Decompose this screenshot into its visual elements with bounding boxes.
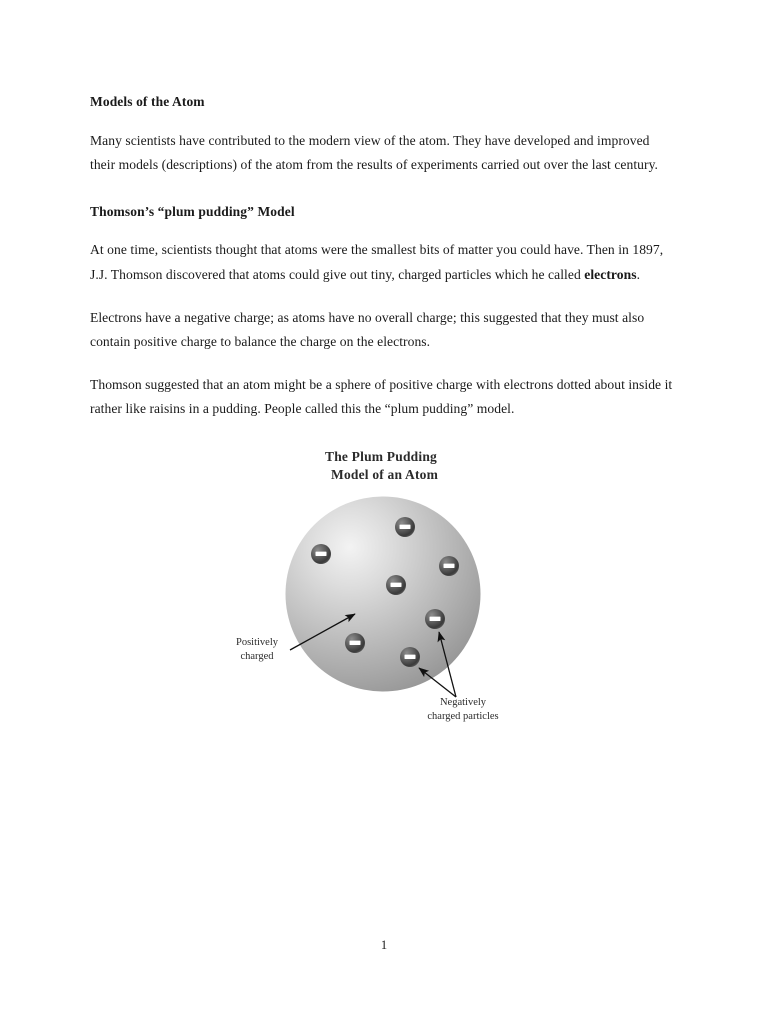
figure-title-line-1: The Plum Pudding [325,449,437,464]
page-number: 1 [380,938,388,952]
electron [439,556,459,576]
paragraph-thomson-text-tail: . [636,266,641,282]
label-negatively-charged-line-2: charged particles [427,710,499,722]
label-negatively-charged-line-1: Negatively [439,697,487,708]
bold-term-electrons: electrons [584,266,637,282]
label-positively-charged-line-2: charged [240,650,274,662]
electron [311,544,331,564]
paragraph-thomson-text-lead: At one time, scientists thought that atoms were the smallest bits of matter you could have. Then in 1897, J.J. Thomson discovered that atoms could give out tiny, charged particles which he called [90,242,664,282]
electron [425,609,445,629]
page-title: Models of the Atom [90,94,205,109]
paragraph-thomson-discovery [90,238,678,287]
document-body [90,92,678,440]
plum-pudding-figure [200,440,560,740]
label-positively-charged [214,636,300,663]
paragraph-intro: Many scientists have contributed to the modern view of the atom. They have developed and improved their models (descriptions) of the atom from the results of experiments carried out over the last century. [90,132,659,173]
electron [400,647,420,667]
paragraph-sphere-model: Thomson suggested that an atom might be a sphere of positive charge with electrons dotted about inside it rather like raisins in a pudding. People called this the “plum pudding” model. [90,376,673,417]
paragraph-electron-charge: Electrons have a negative charge; as atoms have no overall charge; this suggested that they must also contain positive charge to balance the charge on the electrons. [90,309,645,350]
electron [395,517,415,537]
electron [386,575,406,595]
figure-title-line-2: Model of an Atom [331,467,439,482]
label-positively-charged-line-1: Positively [235,637,278,648]
label-negatively-charged [398,696,528,723]
positive-charge-sphere [286,497,481,692]
section-heading-thomson: Thomson’s “plum pudding” Model [90,203,295,219]
atom-diagram [200,440,560,740]
electron [345,633,365,653]
